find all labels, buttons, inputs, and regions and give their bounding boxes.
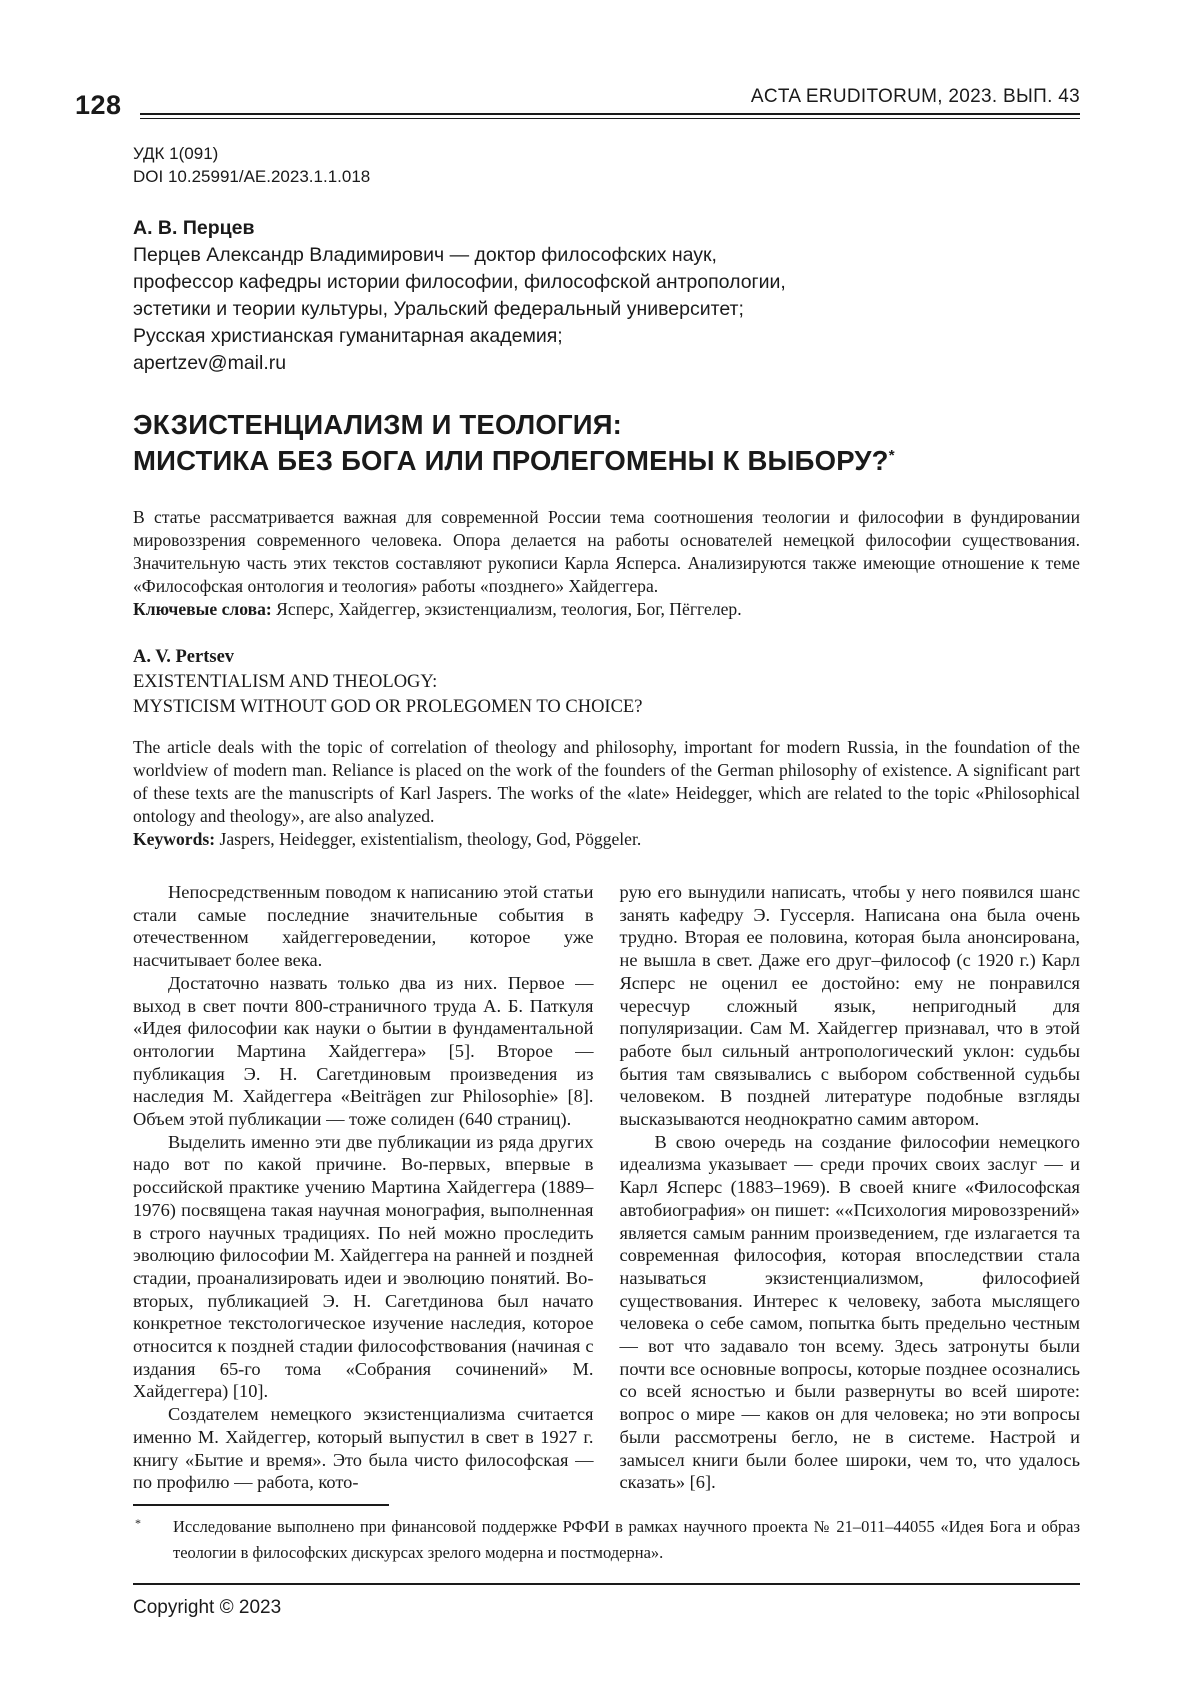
abstract-en <box>133 736 1080 851</box>
page-footer <box>133 1583 1080 1619</box>
body-column-right <box>620 881 1081 1494</box>
title-line-1: ЭКЗИСТЕНЦИАЛИЗМ И ТЕОЛОГИЯ: <box>133 408 623 440</box>
keywords-en <box>133 828 1080 851</box>
title-en-line-1: EXISTENTIALISM AND THEOLOGY: <box>133 672 438 692</box>
footnote-marker: * <box>135 1515 141 1530</box>
body-paragraph: Создателем немецкого экзистенциализма считается именно М. Хайдеггер, который выпустил в свет в 1927 г. книгу «Бытие и время». Это была чисто философская — по профилю — работа, кото- <box>133 1404 594 1493</box>
body-paragraph: Достаточно назвать только два из них. Первое — выход в свет почти 800-страничного труда А. Б. Паткуля «Идея философии как науки о бытии в фундаментальной онтологии Мартина Хайдеггера» [5]. Второе — публикация Э. Н. Сагетдиновым произведения из наследия М. Хайдеггера «Beiträgen zur Philosophie» [8]. Объем этой публикации — тоже солиден (640 страниц). <box>133 972 594 1130</box>
title-en-line-2: MYSTICISM WITHOUT GOD OR PROLEGOMEN TO CHOICE? <box>133 697 643 717</box>
affiliation-line: apertzev@mail.ru <box>133 351 287 374</box>
affiliation-line: Русская христианская гуманитарная академия; <box>133 324 563 347</box>
keywords-en-list: Jaspers, Heidegger, existentialism, theology, God, Pöggeler. <box>215 829 642 849</box>
affiliation-line: профессор кафедры истории философии, философской антропологии, <box>133 270 786 293</box>
page-number: 128 <box>75 90 122 120</box>
body-paragraph: В свою очередь на создание философии немецкого идеализма указывает — среди прочих своих заслуг — и Карл Ясперс (1883–1969). В своей книге «Философская автобиография» он пишет: ««Психология мировоззрений» является самым ранним произведением, где излагается та современная философия, которая впоследствии стала называться экзистенциализмом, философией существования. Интерес к человеку, забота мыслящего человека о себе самом, попытка быть предельно честным — вот что задавало тон всему. Здесь затронуты были почти все основные вопросы, которые позднее осознались со всей ясностью и были развернуты во всей широте: вопрос о мире — каков он для человека; но эти вопросы были рассмотрены бегло, не в системе. Настрой и замысел книги были более широки, чем то, что удалось сказать» [6]. <box>619 1131 1080 1493</box>
udc-line: УДК 1(091) <box>133 144 219 163</box>
article-title-ru <box>133 407 1080 480</box>
footnote-body: Исследование выполнено при финансовой поддержке РФФИ в рамках научного проекта № 21–011–44055 «Идея Бога и образ теологии в философских дискурсах зрелого модерна и постмодерна». <box>173 1516 1080 1562</box>
keywords-ru-list: Ясперс, Хайдеггер, экзистенциализм, теология, Бог, Пёггелер. <box>271 599 742 619</box>
footnote-block <box>133 1504 1080 1566</box>
header-rule <box>140 113 1080 119</box>
affiliation-line: эстетики и теории культуры, Уральский федеральный университет; <box>133 297 744 320</box>
footnote-text <box>133 1514 1080 1566</box>
abstract-en-text: The article deals with the topic of correlation of theology and philosophy, important for modern Russia, in the foundation of the worldview of modern man. Reliance is placed on the work of the founders of the German philosophy of existence. A significant part of these texts are the manuscripts of Karl Jaspers. The works of the «late» Heidegger, which are related to the topic «Philosophical ontology and theology», are also analyzed. <box>133 737 1080 826</box>
title-footnote-marker: * <box>888 447 895 465</box>
keywords-ru <box>133 598 1080 621</box>
doi-line: DOI 10.25991/AE.2023.1.1.018 <box>133 166 371 186</box>
article-body <box>133 881 1080 1494</box>
author-affiliation <box>133 242 1080 377</box>
author-title-block-en <box>133 645 1080 720</box>
author-block-ru <box>133 215 1080 377</box>
author-name-en: A. V. Pertsev <box>133 647 235 667</box>
body-paragraph: Выделить именно эти две публикации из ряда других надо вот по какой причине. Во-первых, впервые в российской практике учению Мартина Хайдеггера (1889–1976) посвящена такая научная монография, выполненная в строго научных традициях. По ней можно проследить эволюцию философии М. Хайдеггера на ранней и поздней стадии, проанализировать идеи и эволюцию понятий. Во-вторых, публикацией Э. Н. Сагетдинова был начато конкретное текстологическое изучение наследия, которое относится к поздней стадии философствования (начиная с издания 65-го тома «Собрания сочинений» М. Хайдеггера) [10]. <box>133 1131 594 1402</box>
journal-header-title: ACTA ERUDITORUM, 2023. ВЫП. 43 <box>750 86 1080 107</box>
abstract-ru-text: В статье рассматривается важная для современной России тема соотношения теологии и философии в фундировании мировоззрения современного человека. Опора делается на работы основателей немецкой философии существования. Значительную часть этих текстов составляют рукописи Карла Ясперса. Анализируются также имеющие отношение к теме «Философская онтология и теология» работы «позднего» Хайдеггера. <box>133 507 1080 596</box>
body-paragraph: рую его вынудили написать, чтобы у него появился шанс занять кафедру Э. Гуссерля. Написана она была очень трудно. Вторая ее половина, которая была анонсирована, не вышла в свет. Даже его друг–философ (с 1920 г.) Карл Ясперс не оценил ее достойно: ему не понравился чересчур сложный язык, непригодный для популяризации. Сам М. Хайдеггер признавал, что в этой работе был сильный антропологический уклон: судьбы бытия там связывались с выбором собственной судьбы человеком. В поздней литературе подобные взгляды высказываются неоднократно самим автором. <box>619 882 1080 1130</box>
footer-rule <box>133 1583 1080 1585</box>
footnote-rule <box>133 1504 389 1506</box>
body-paragraph: Непосредственным поводом к написанию этой статьи стали самые последние значительные события в отечественном хайдеггероведении, которое уже насчитывает более века. <box>133 882 594 971</box>
page-header <box>75 86 1080 120</box>
affiliation-line: Перцев Александр Владимирович — доктор философских наук, <box>133 243 717 266</box>
title-line-2: МИСТИКА БЕЗ БОГА ИЛИ ПРОЛЕГОМЕНЫ К ВЫБОРУ? <box>133 445 889 477</box>
copyright-line: Copyright © 2023 <box>133 1597 282 1618</box>
author-name-ru: А. В. Перцев <box>133 216 255 239</box>
keywords-en-label: Keywords: <box>133 829 216 849</box>
abstract-ru <box>133 506 1080 621</box>
header-right <box>140 86 1080 119</box>
keywords-ru-label: Ключевые слова: <box>133 599 272 619</box>
body-column-left <box>133 881 594 1494</box>
article-meta <box>133 143 1080 189</box>
